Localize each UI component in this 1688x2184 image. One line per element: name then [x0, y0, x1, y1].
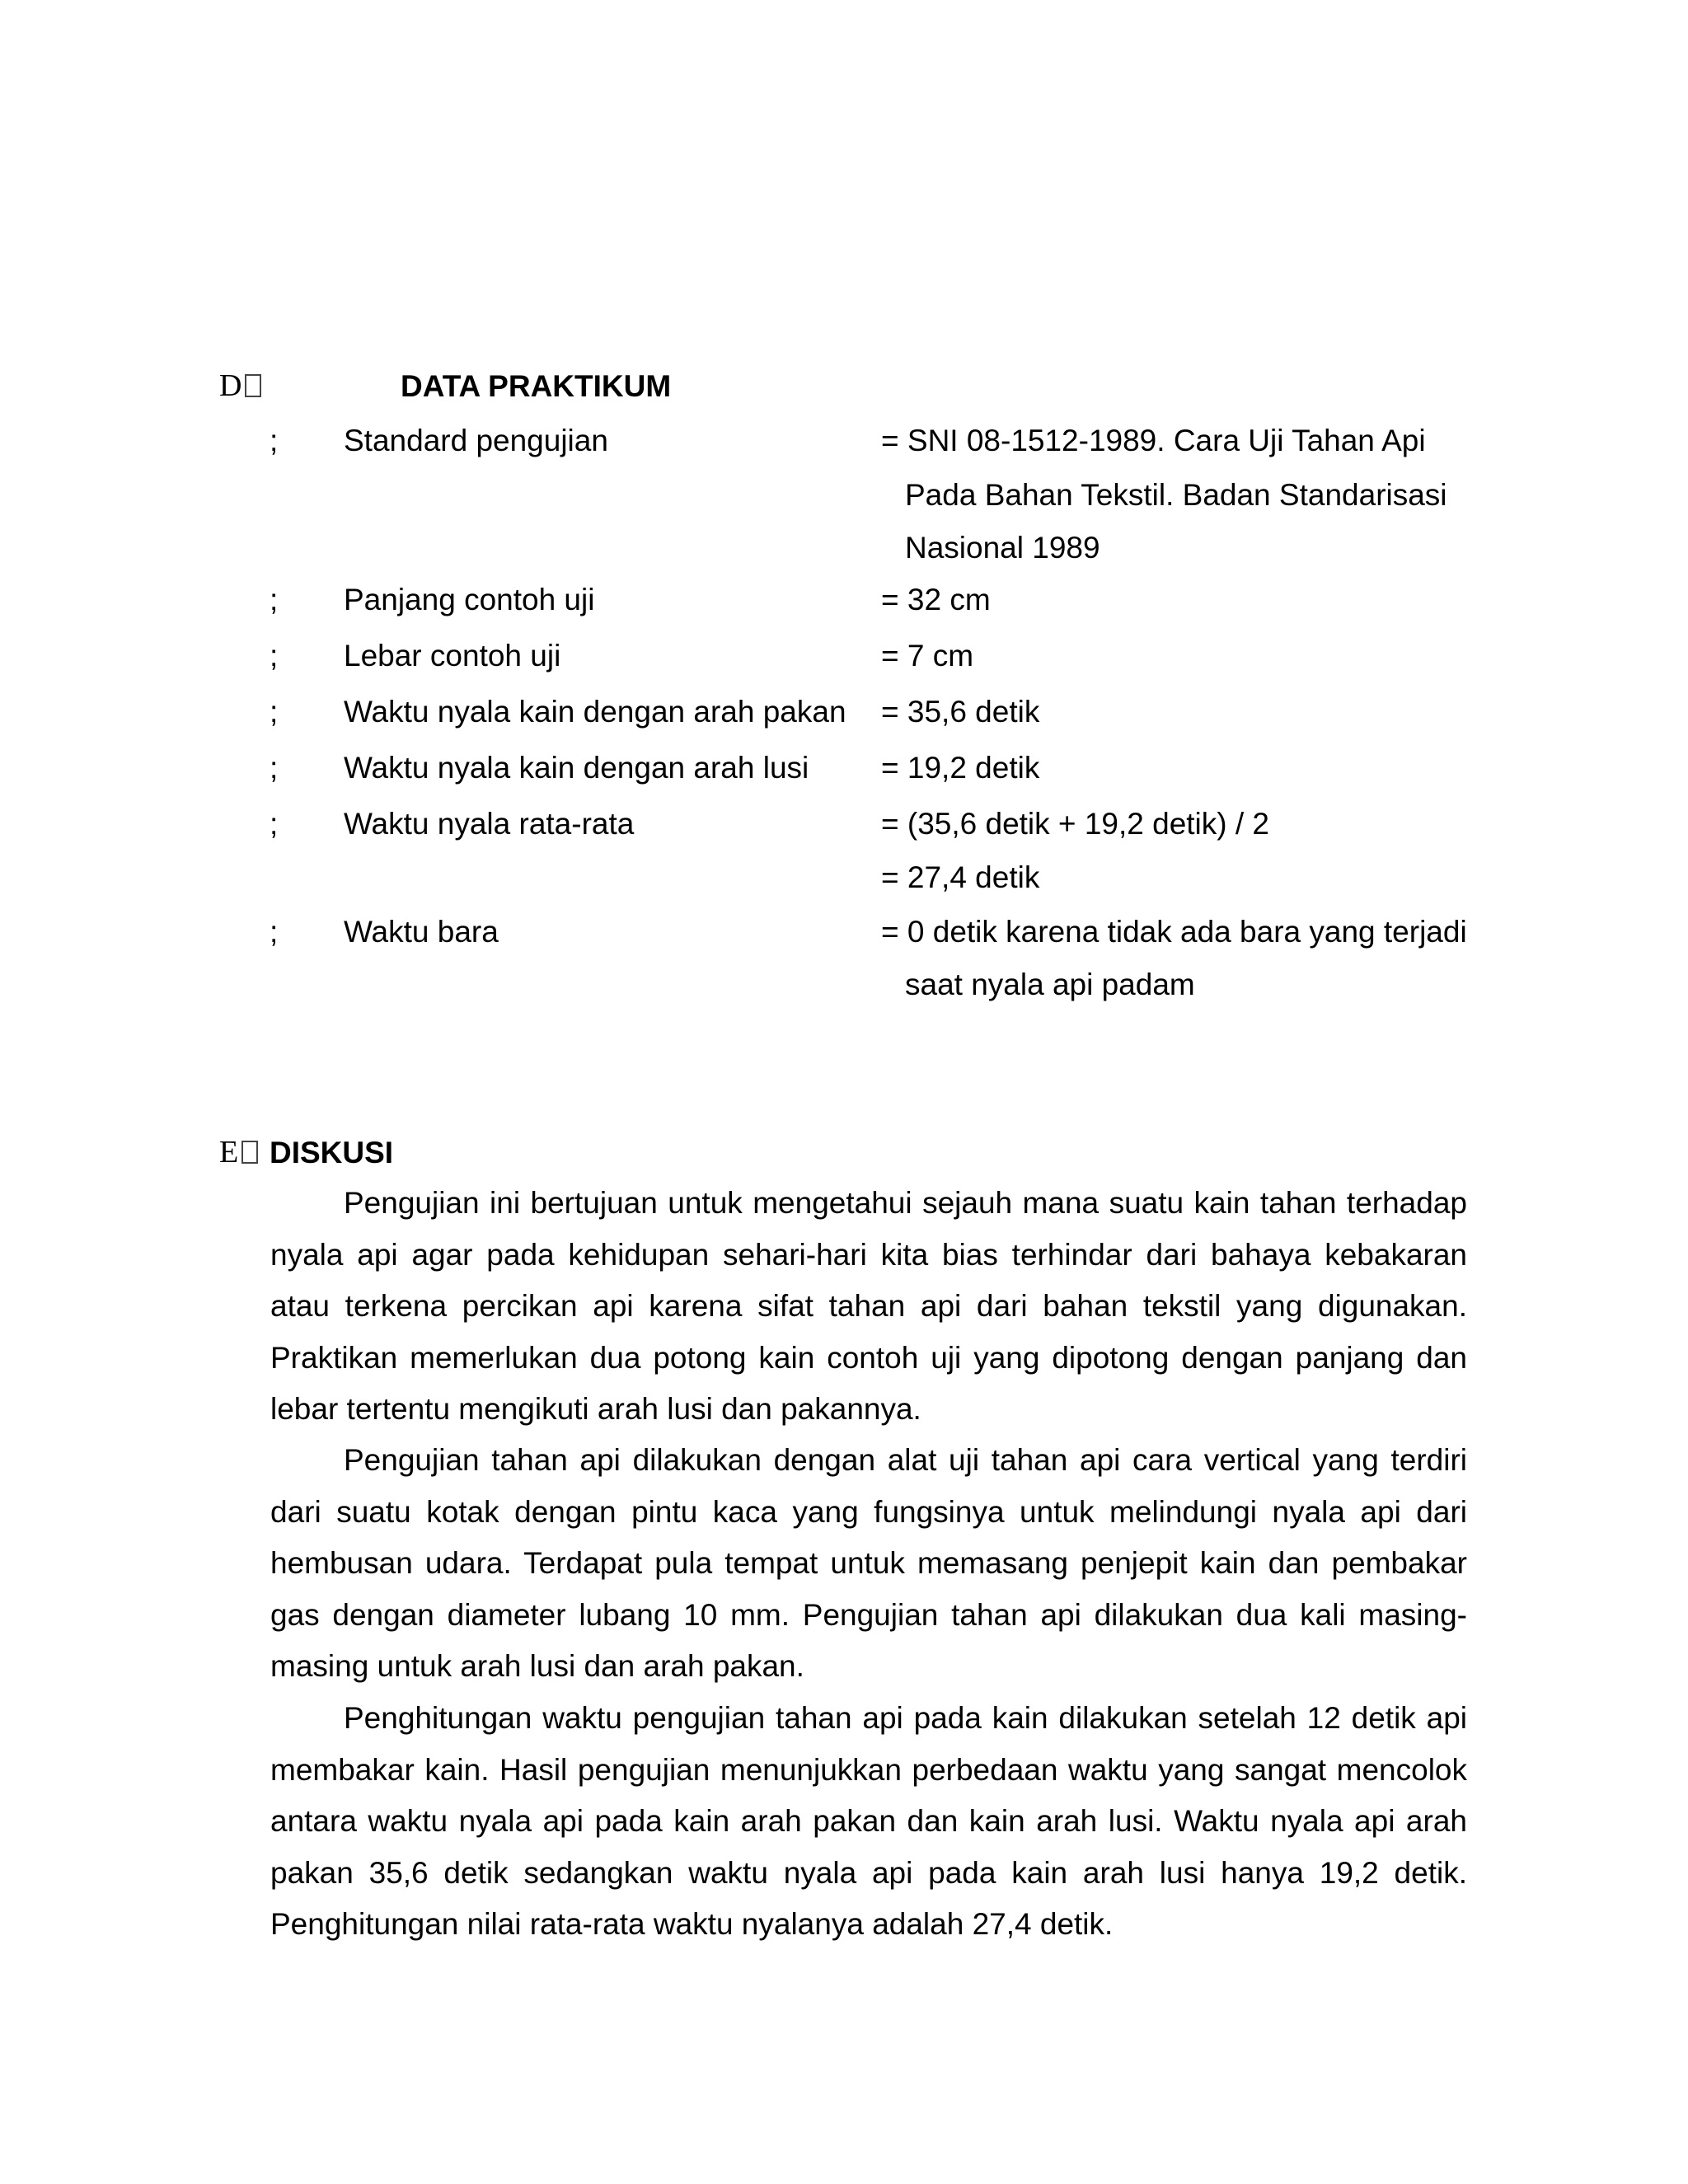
bullet: ;	[270, 695, 279, 729]
missing-glyph-icon	[241, 1141, 258, 1164]
section-e-letter	[219, 1137, 258, 1168]
section-d-letter	[219, 370, 261, 401]
section-e-title: DISKUSI	[270, 1136, 394, 1169]
missing-glyph-icon	[245, 374, 261, 397]
item-label: Waktu nyala kain dengan arah lusi	[344, 751, 809, 785]
item-label: Waktu nyala kain dengan arah pakan	[344, 695, 846, 729]
list-item	[0, 806, 1688, 842]
section-d-title: DATA PRAKTIKUM	[401, 369, 672, 403]
list-item-continuation	[0, 477, 1688, 513]
item-value: = 27,4 detik	[881, 860, 1040, 894]
list-item	[0, 638, 1688, 674]
item-value: Nasional 1989	[905, 531, 1100, 565]
list-item	[0, 423, 1688, 459]
section-d-letter-text: D	[219, 368, 242, 403]
list-item	[0, 694, 1688, 730]
item-value: saat nyala api padam	[905, 968, 1195, 1001]
item-value: = 7 cm	[881, 639, 974, 673]
section-e-letter-text: E	[219, 1135, 239, 1169]
item-value: = 32 cm	[881, 583, 991, 616]
item-value: = SNI 08-1512-1989. Cara Uji Tahan Api	[881, 424, 1426, 457]
item-value: Pada Bahan Tekstil. Badan Standarisasi	[905, 478, 1447, 512]
discussion-paragraph: Pengujian tahan api dilakukan dengan alat uji tahan api cara vertical yang terdiri dari suatu kotak dengan pintu kaca yang fungsinya untuk melindungi nyala api dari hembusan udara. Terdapat pula tempat untuk memasang penjepit kain dan pembakar gas dengan diameter lubang 10 mm. Pengujian tahan api dilakukan dua kali masing-masing untuk arah lusi dan arah pakan.	[270, 1443, 1467, 1683]
item-label: Waktu bara	[344, 915, 499, 949]
bullet: ;	[270, 583, 279, 616]
discussion-paragraph: Penghitungan waktu pengujian tahan api pada kain dilakukan setelah 12 detik api membakar kain. Hasil pengujian menunjukkan perbedaan waktu yang sangat mencolok antara waktu nyala api pada kain arah pakan dan kain arah lusi. Waktu nyala api arah pakan 35,6 detik sedangkan waktu nyala api pada kain arah lusi hanya 19,2 detik. Penghitungan nilai rata-rata waktu nyalanya adalah 27,4 detik.	[270, 1701, 1467, 1941]
item-value: = 19,2 detik	[881, 751, 1040, 785]
bullet: ;	[270, 751, 279, 785]
item-label: Panjang contoh uji	[344, 583, 595, 616]
list-item	[0, 750, 1688, 786]
item-label: Lebar contoh uji	[344, 639, 561, 673]
discussion-paragraph: Pengujian ini bertujuan untuk mengetahui sejauh mana suatu kain tahan terhadap nyala api agar pada kehidupan sehari-hari kita bias terhindar dari bahaya kebakaran atau terkena percikan api karena sifat tahan api dari bahan tekstil yang digunakan. Praktikan memerlukan dua potong kain contoh uji yang dipotong dengan panjang dan lebar tertentu mengikuti arah lusi dan pakannya.	[270, 1186, 1467, 1426]
bullet: ;	[270, 424, 279, 457]
list-item-continuation	[0, 860, 1688, 896]
item-value: = (35,6 detik + 19,2 detik) / 2	[881, 807, 1270, 841]
list-item	[0, 582, 1688, 618]
bullet: ;	[270, 639, 279, 673]
list-item	[0, 914, 1688, 950]
item-value: = 35,6 detik	[881, 695, 1040, 729]
item-label: Standard pengujian	[344, 424, 608, 457]
bullet: ;	[270, 915, 279, 949]
bullet: ;	[270, 807, 279, 841]
list-item-continuation	[0, 530, 1688, 566]
list-item-continuation	[0, 967, 1688, 1003]
item-value: = 0 detik karena tidak ada bara yang terjadi	[881, 915, 1467, 949]
item-label: Waktu nyala rata-rata	[344, 807, 635, 841]
